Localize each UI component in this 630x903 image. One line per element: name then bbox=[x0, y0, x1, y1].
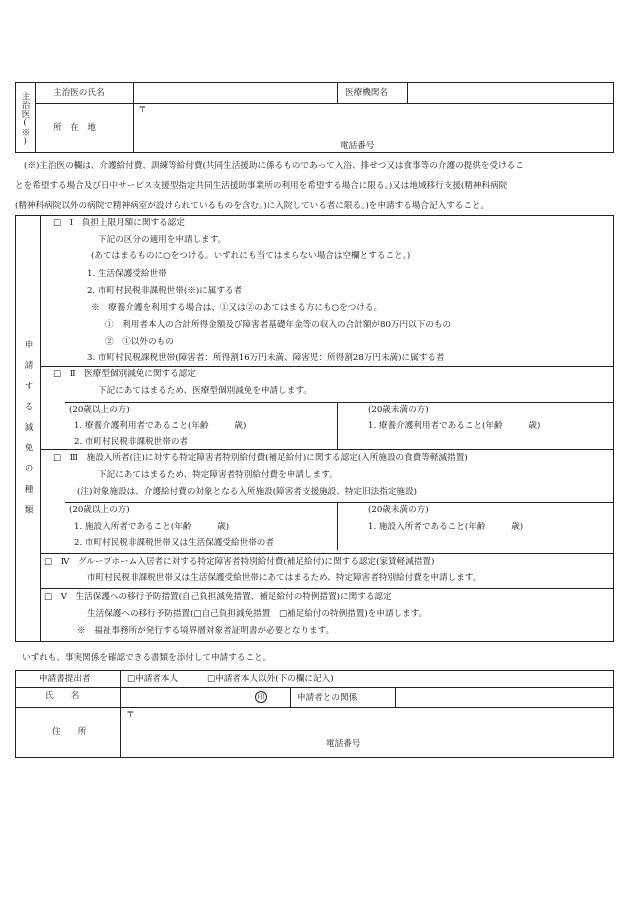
section-3-sub-border bbox=[65, 502, 614, 503]
doctor-address-label: 所 在 地 bbox=[53, 123, 96, 133]
section-1-note: ※ 療養介護を利用する場合は、①又は②のあてはまる方にも○をつける。 bbox=[91, 303, 383, 313]
doctor-note-line-3: (精神科病院以外の病院で精神病室が設けられているものを含む。)に入院している者に限る。)を申請する場合記入すること。 bbox=[15, 201, 490, 211]
section-4-title[interactable]: □ Ⅳ グループホーム入居者に対する特定障害者特別給付費(補足給付)に関する認定(家賃軽減措置) bbox=[44, 557, 435, 567]
section-2-col-divider bbox=[337, 402, 338, 449]
section-2-line-1: 下記にあてはまるため、医療型個別減免を申請します。 bbox=[98, 386, 312, 396]
doctor-side-label: 主治医(※) bbox=[20, 92, 30, 147]
section-3-left-item-2[interactable]: 2. 市町村民税非課税世帯又は生活保護受給世帯の者 bbox=[74, 538, 274, 548]
institution-label: 医療機関名 bbox=[345, 88, 388, 98]
section-1-sub-1[interactable]: ① 利用者本人の合計所得金額及び障害者基礎年金等の収入の合計額が80万円以下のもの bbox=[105, 320, 452, 330]
section-3-title[interactable]: □ Ⅲ 施設入所者(注)に対する特定障害者特別給付費(補足給付)に関する認定(入所施設の食費等軽減措置) bbox=[53, 453, 468, 463]
types-side-label: 申請する減免の種類 bbox=[23, 340, 33, 526]
section-3-left-head: (20歳以上の方) bbox=[69, 505, 130, 515]
section-1-line-2: (あてはまるものに○をつける。いずれにも当てはまらない場合は空欄とすること。) bbox=[91, 251, 411, 261]
seal-mark: 印 bbox=[255, 691, 267, 703]
section-3-top-border bbox=[40, 449, 614, 450]
types-side-divider bbox=[40, 215, 41, 642]
relation-field[interactable] bbox=[396, 688, 613, 706]
section-2-right-item-1[interactable]: 1. 療養介護利用者であること(年齢 歳) bbox=[368, 421, 541, 431]
section-1-item-3[interactable]: 3. 市町村民税課税世帯(障害者：所得割16万円未満、障害児：所得割28万円未満)に属する者 bbox=[87, 353, 445, 363]
section-3-line-1: 下記にあてはまるため、特定障害者特別給付費を申請します。 bbox=[98, 470, 338, 480]
attach-note: いずれも、事実関係を確認できる書類を添付して申請すること。 bbox=[22, 653, 272, 663]
submitter-postal-mark: 〒 bbox=[126, 710, 135, 720]
relation-divider-1 bbox=[290, 687, 291, 707]
section-3-left-item-1[interactable]: 1. 施設入所者であること(年齢 歳) bbox=[74, 522, 230, 532]
section-1-line-1: 下記の区分の適用を申請します。 bbox=[98, 235, 227, 245]
doctor-postal-mark: 〒 bbox=[138, 105, 147, 115]
section-5-note: ※ 福祉事務所が発行する境界層対象者証明書が必要となります。 bbox=[77, 626, 335, 636]
section-1-item-2[interactable]: 2. 市町村民税非課税世帯(※)に属する者 bbox=[87, 286, 243, 296]
section-1-sub-2[interactable]: ② ①以外のもの bbox=[105, 337, 174, 347]
doctor-phone-label: 電話番号 bbox=[340, 141, 375, 151]
doctor-name-label: 主治医の氏名 bbox=[53, 88, 105, 98]
section-1-item-1[interactable]: 1. 生活保護受給世帯 bbox=[87, 269, 167, 279]
doctor-note-line-2: とを希望する場合及び日中サービス支援型指定共同生活援助事業所の利用を希望する場合に限る。)又は地域移行支援(精神科病院 bbox=[15, 181, 508, 191]
section-2-top-border bbox=[40, 366, 614, 367]
submitter-name-label: 氏 名 bbox=[45, 691, 80, 701]
submitter-phone-label: 電話番号 bbox=[326, 739, 361, 749]
doctor-note-line-1: (※)主治医の欄は、介護給付費、訓練等給付費(共同生活援助に係るものであって入浴、排せつ又は食事等の介護の提供を受けるこ bbox=[24, 161, 524, 171]
section-3-right-head: (20歳未満の方) bbox=[368, 505, 429, 515]
section-5-top-border bbox=[40, 588, 614, 589]
section-4-top-border bbox=[40, 553, 614, 554]
submitter-option-other[interactable]: □申請者本人以外(下の欄に記入) bbox=[207, 674, 334, 684]
section-1-title[interactable]: □ Ⅰ 負担上限月額に関する認定 bbox=[53, 218, 185, 228]
institution-field[interactable] bbox=[408, 83, 613, 102]
section-2-right-head: (20歳未満の方) bbox=[368, 405, 429, 415]
section-3-right-item-1[interactable]: 1. 施設入所者であること(年齢 歳) bbox=[368, 522, 524, 532]
submitter-address-label: 住 所 bbox=[52, 727, 87, 737]
relation-label: 申請者との関係 bbox=[297, 693, 358, 703]
section-3-line-2: (注)対象施設は、介護給付費の対象となる入所施設(障害者支援施設、特定旧法指定施設) bbox=[77, 487, 417, 497]
section-3-col-divider bbox=[337, 502, 338, 550]
doctor-side-divider bbox=[35, 82, 36, 153]
section-5-title[interactable]: □ Ⅴ 生活保護への移行予防措置(自己負担減免措置、補足給付の特例措置)に関する認定 bbox=[44, 592, 392, 602]
section-2-left-item-1[interactable]: 1. 療養介護利用者であること(年齢 歳) bbox=[74, 421, 247, 431]
section-2-left-item-2[interactable]: 2. 市町村民税非課税世帯の者 bbox=[74, 437, 189, 447]
submitter-option-self[interactable]: □申請者本人 bbox=[127, 674, 179, 684]
submitter-label: 申請書提出者 bbox=[39, 674, 91, 684]
section-2-title[interactable]: □ Ⅱ 医療型個別減免に関する認定 bbox=[53, 369, 196, 379]
doctor-institution-divider-1 bbox=[337, 82, 338, 103]
section-4-line-1: 市町村民税非課税世帯又は生活保護受給世帯にあてはまるため、特定障害者特別給付費を申請します。 bbox=[87, 573, 482, 583]
doctor-name-field[interactable] bbox=[134, 83, 336, 102]
section-5-line-1[interactable]: 生活保護への移行予防措置(□自己負担減免措置 □補足給付の特例措置)を申請します。 bbox=[87, 609, 428, 619]
submitter-address-field[interactable] bbox=[121, 708, 613, 757]
section-2-sub-border bbox=[65, 402, 614, 403]
section-2-left-head: (20歳以上の方) bbox=[69, 405, 130, 415]
